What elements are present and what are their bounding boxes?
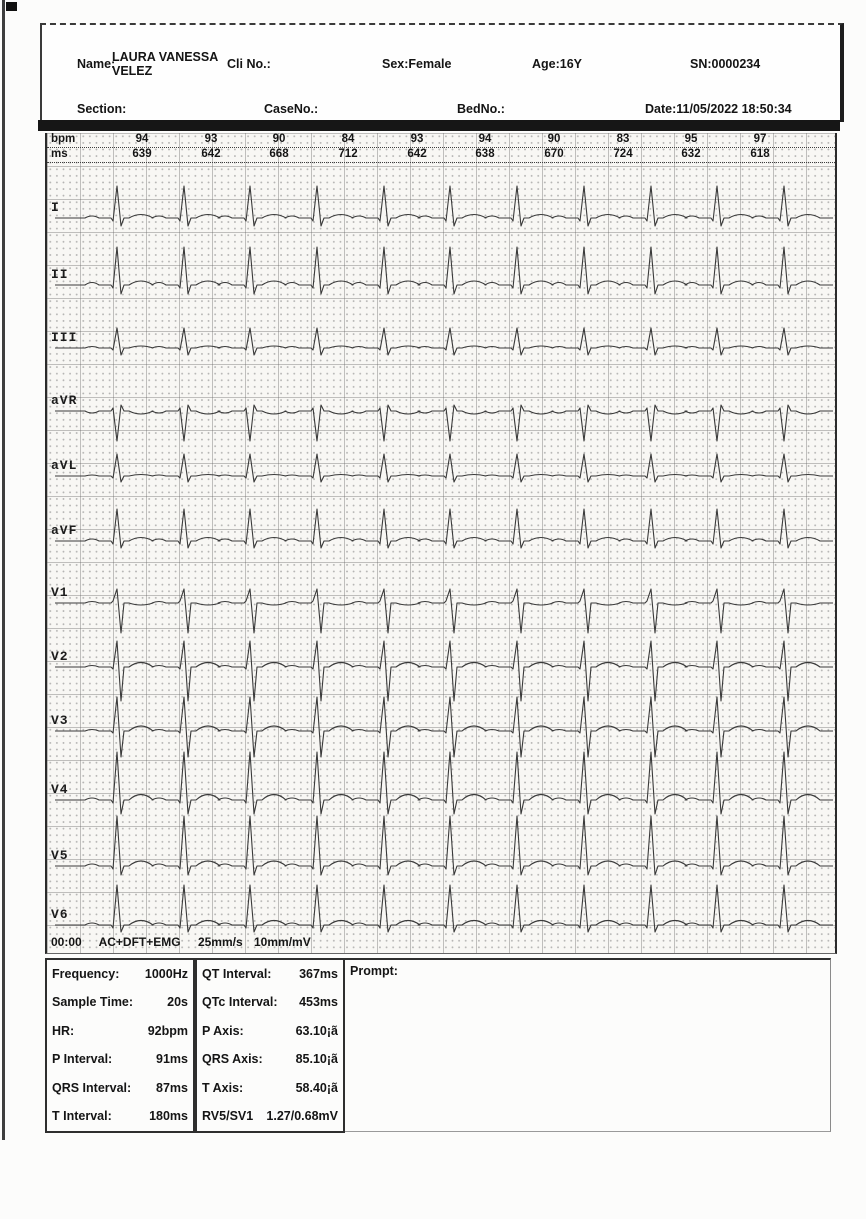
lead-label-III: III: [51, 330, 78, 345]
measurement-row: [47, 1045, 193, 1073]
patient-header: [40, 23, 844, 122]
measurement-label: Sample Time:: [52, 995, 134, 1010]
ecg-trace-I: [55, 186, 833, 226]
measurement-label: RV5/SV1: [202, 1108, 254, 1123]
measurement-value: 63.10¡ã: [295, 1023, 338, 1038]
elapsed-time: 00:00: [51, 935, 82, 949]
lead-label-V5: V5: [51, 848, 69, 863]
measurement-row: [47, 960, 193, 988]
ms-value: 642: [407, 148, 427, 160]
measurement-label: P Axis:: [202, 1023, 244, 1038]
measurement-label: Frequency:: [52, 967, 120, 981]
lead-label-I: I: [51, 200, 60, 215]
ecg-trace-III: [55, 328, 833, 355]
measurement-row: [47, 1102, 193, 1130]
ms-value: 618: [750, 148, 770, 160]
ecg-grid-area: [45, 133, 837, 954]
strip-footer: [51, 935, 325, 949]
measurement-row: [47, 988, 193, 1016]
measurement-label: QRS Axis:: [202, 1052, 263, 1067]
measurement-label: T Interval:: [52, 1108, 112, 1123]
lead-label-aVR: aVR: [51, 393, 78, 408]
measurement-value: 1000Hz: [144, 967, 188, 981]
bpm-value: 97: [753, 133, 767, 145]
measurement-label: HR:: [52, 1023, 75, 1038]
bpm-value: 94: [478, 133, 492, 145]
bpm-value: 93: [410, 133, 424, 145]
measurement-row: [197, 1045, 343, 1073]
ecg-waveforms: [47, 133, 835, 953]
ecg-trace-V6: [55, 885, 833, 932]
bpm-value: 94: [135, 133, 149, 145]
bed-no-label: BedNo.:: [457, 102, 505, 116]
measurements-section: [45, 958, 833, 1133]
bpm-value: 90: [547, 133, 561, 145]
lead-label-V6: V6: [51, 907, 69, 922]
filter-settings: AC+DFT+EMG: [98, 935, 181, 949]
lead-label-aVF: aVF: [51, 523, 78, 538]
cli-no-label: Cli No.:: [227, 57, 271, 71]
bpm-value: 84: [341, 133, 355, 145]
ms-value: 638: [475, 148, 495, 160]
ecg-trace-aVL: [55, 454, 833, 482]
lead-label-aVL: aVL: [51, 458, 78, 473]
measurement-label: QRS Interval:: [52, 1080, 132, 1095]
ms-row-label: ms: [51, 148, 68, 160]
ms-value: 639: [132, 148, 152, 160]
lead-label-V4: V4: [51, 782, 69, 797]
ms-value: 670: [544, 148, 564, 160]
bpm-value: 95: [684, 133, 698, 145]
ms-value: 712: [338, 148, 358, 160]
lead-label-V1: V1: [51, 585, 69, 600]
ecg-trace-V2: [55, 641, 833, 701]
prompt-box: [345, 958, 831, 1132]
measurement-value: 58.40¡ã: [295, 1080, 338, 1095]
name-value-line1: LAURA VANESSA: [112, 50, 219, 64]
measurement-row: [197, 1102, 343, 1130]
measurement-row: [197, 988, 343, 1016]
measurement-value: 92bpm: [147, 1023, 188, 1038]
paper-speed: 25mm/s: [197, 935, 243, 949]
ecg-trace-V5: [55, 816, 833, 875]
ecg-trace-aVR: [55, 405, 833, 441]
ecg-trace-V3: [55, 697, 833, 757]
bpm-value: 83: [616, 133, 630, 145]
measurement-label: QTc Interval:: [202, 995, 278, 1010]
measurement-row: [47, 1074, 193, 1102]
lead-label-II: II: [51, 267, 69, 282]
measurement-label: QT Interval:: [202, 967, 272, 981]
ecg-trace-II: [55, 247, 833, 294]
measurement-value: 87ms: [156, 1080, 188, 1095]
measurement-row: [197, 1017, 343, 1045]
case-no-label: CaseNo.:: [264, 102, 319, 116]
ms-value: 632: [681, 148, 701, 160]
ms-value: 642: [201, 148, 221, 160]
ms-value: 724: [613, 148, 633, 160]
header-divider-bar: [38, 120, 840, 131]
measurement-label: P Interval:: [52, 1052, 113, 1067]
bpm-value: 90: [272, 133, 286, 145]
measurement-row: [197, 960, 343, 988]
date-label: Date:11/05/2022 18:50:34: [645, 102, 792, 116]
name-value-line2: VELEZ: [112, 64, 153, 78]
lead-label-V3: V3: [51, 713, 69, 728]
section-label: Section:: [77, 102, 127, 116]
measurements-left-box: [45, 958, 195, 1133]
ecg-trace-V1: [55, 589, 833, 633]
measurement-value: 20s: [167, 995, 188, 1010]
prompt-label: Prompt:: [350, 964, 398, 978]
sn-label: SN:0000234: [690, 57, 761, 71]
measurement-value: 85.10¡ã: [295, 1052, 338, 1067]
measurement-value: 367ms: [299, 967, 338, 981]
age-label: Age:16Y: [532, 57, 583, 71]
ms-value: 668: [269, 148, 289, 160]
ecg-trace-V4: [55, 752, 833, 814]
gain-setting: 10mm/mV: [254, 935, 311, 949]
measurement-value: 91ms: [156, 1052, 188, 1067]
measurement-label: T Axis:: [202, 1080, 244, 1095]
measurement-value: 180ms: [149, 1108, 188, 1123]
bpm-row-label: bpm: [51, 133, 76, 145]
bpm-value: 93: [204, 133, 218, 145]
measurements-right-box: [195, 958, 345, 1133]
measurement-row: [197, 1074, 343, 1102]
ecg-trace-aVF: [55, 509, 833, 548]
sex-label: Sex:Female: [382, 57, 452, 71]
scan-edge-artifact: [2, 0, 5, 1140]
measurement-value: 1.27/0.68mV: [266, 1108, 338, 1123]
lead-label-V2: V2: [51, 649, 69, 664]
measurement-row: [47, 1017, 193, 1045]
name-label: Name:: [77, 57, 116, 71]
scan-corner-artifact: [6, 2, 17, 11]
measurement-value: 453ms: [299, 995, 338, 1010]
